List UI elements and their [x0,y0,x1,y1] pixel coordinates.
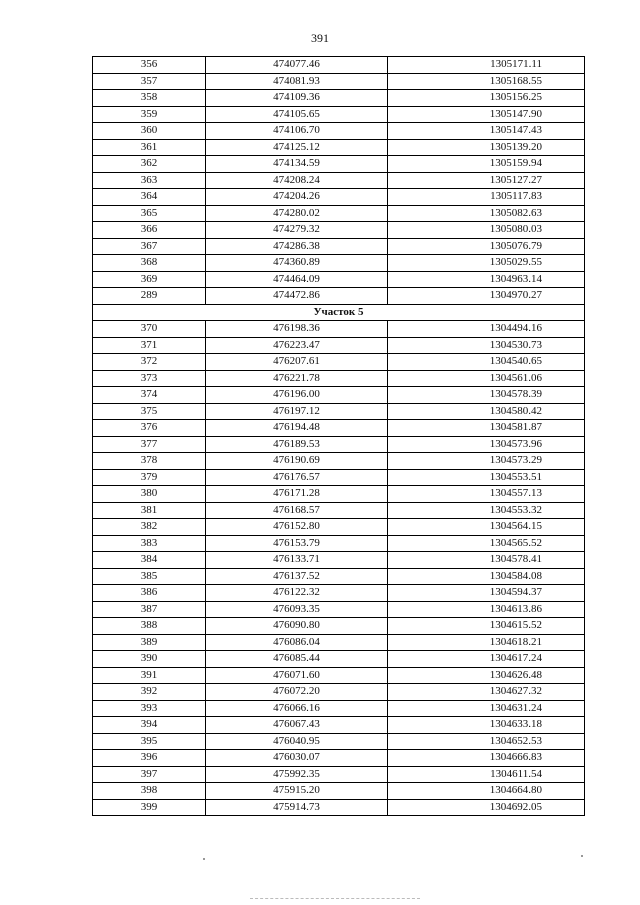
y-coordinate-cell: 1304618.21 [388,634,585,651]
x-coordinate-cell: 475914.73 [206,799,388,816]
point-number-cell: 399 [93,799,206,816]
point-number-cell: 358 [93,90,206,107]
x-coordinate-cell: 476090.80 [206,618,388,635]
section-title: Участок 5 [93,304,585,321]
table-row [93,288,585,305]
x-coordinate-cell: 476189.53 [206,436,388,453]
y-coordinate-cell: 1304631.24 [388,700,585,717]
y-coordinate-cell: 1304617.24 [388,651,585,668]
point-number-cell: 384 [93,552,206,569]
table-row [93,436,585,453]
y-coordinate-cell: 1304594.37 [388,585,585,602]
table-row [93,156,585,173]
x-coordinate-cell: 476171.28 [206,486,388,503]
y-coordinate-cell: 1305139.20 [388,139,585,156]
x-coordinate-cell: 476030.07 [206,750,388,767]
x-coordinate-cell: 476066.16 [206,700,388,717]
table-row [93,568,585,585]
table-row [93,519,585,536]
table-row [93,552,585,569]
y-coordinate-cell: 1305117.83 [388,189,585,206]
point-number-cell: 360 [93,123,206,140]
point-number-cell: 397 [93,766,206,783]
x-coordinate-cell: 474286.38 [206,238,388,255]
x-coordinate-cell: 474106.70 [206,123,388,140]
point-number-cell: 391 [93,667,206,684]
point-number-cell: 394 [93,717,206,734]
point-number-cell: 385 [93,568,206,585]
y-coordinate-cell: 1304666.83 [388,750,585,767]
y-coordinate-cell: 1304970.27 [388,288,585,305]
coordinates-table [92,56,585,816]
y-coordinate-cell: 1304615.52 [388,618,585,635]
y-coordinate-cell: 1304581.87 [388,420,585,437]
point-number-cell: 373 [93,370,206,387]
x-coordinate-cell: 476085.44 [206,651,388,668]
y-coordinate-cell: 1304553.51 [388,469,585,486]
y-coordinate-cell: 1304652.53 [388,733,585,750]
x-coordinate-cell: 476194.48 [206,420,388,437]
x-coordinate-cell: 476176.57 [206,469,388,486]
x-coordinate-cell: 474109.36 [206,90,388,107]
x-coordinate-cell: 476168.57 [206,502,388,519]
x-coordinate-cell: 476122.32 [206,585,388,602]
point-number-cell: 376 [93,420,206,437]
y-coordinate-cell: 1304578.39 [388,387,585,404]
x-coordinate-cell: 474279.32 [206,222,388,239]
point-number-cell: 375 [93,403,206,420]
point-number-cell: 364 [93,189,206,206]
table-row [93,651,585,668]
point-number-cell: 398 [93,783,206,800]
table-row [93,255,585,272]
point-number-cell: 372 [93,354,206,371]
point-number-cell: 363 [93,172,206,189]
point-number-cell: 395 [93,733,206,750]
y-coordinate-cell: 1305147.43 [388,123,585,140]
table-row [93,684,585,701]
table-row [93,453,585,470]
y-coordinate-cell: 1304627.32 [388,684,585,701]
x-coordinate-cell: 476152.80 [206,519,388,536]
table-row [93,502,585,519]
table-row [93,700,585,717]
point-number-cell: 392 [93,684,206,701]
table-row [93,205,585,222]
point-number-cell: 374 [93,387,206,404]
x-coordinate-cell: 476198.36 [206,321,388,338]
x-coordinate-cell: 476221.78 [206,370,388,387]
x-coordinate-cell: 476072.20 [206,684,388,701]
x-coordinate-cell: 474134.59 [206,156,388,173]
table-row [93,486,585,503]
point-number-cell: 367 [93,238,206,255]
section-header-row [93,304,585,321]
y-coordinate-cell: 1304580.42 [388,403,585,420]
point-number-cell: 389 [93,634,206,651]
point-number-cell: 369 [93,271,206,288]
x-coordinate-cell: 474125.12 [206,139,388,156]
table-row [93,799,585,816]
x-coordinate-cell: 474081.93 [206,73,388,90]
scan-edge-line [250,898,420,899]
x-coordinate-cell: 474472.86 [206,288,388,305]
table-row [93,535,585,552]
table-row [93,370,585,387]
table-row [93,354,585,371]
table-row [93,403,585,420]
point-number-cell: 371 [93,337,206,354]
x-coordinate-cell: 475915.20 [206,783,388,800]
x-coordinate-cell: 476093.35 [206,601,388,618]
table-row [93,750,585,767]
y-coordinate-cell: 1304963.14 [388,271,585,288]
point-number-cell: 370 [93,321,206,338]
point-number-cell: 387 [93,601,206,618]
y-coordinate-cell: 1304561.06 [388,370,585,387]
table-row [93,90,585,107]
y-coordinate-cell: 1304584.08 [388,568,585,585]
y-coordinate-cell: 1305156.25 [388,90,585,107]
table-row [93,717,585,734]
y-coordinate-cell: 1304573.96 [388,436,585,453]
y-coordinate-cell: 1304573.29 [388,453,585,470]
table-row [93,189,585,206]
y-coordinate-cell: 1305168.55 [388,73,585,90]
table-row [93,172,585,189]
table-row [93,57,585,74]
table-row [93,667,585,684]
point-number-cell: 378 [93,453,206,470]
point-number-cell: 379 [93,469,206,486]
x-coordinate-cell: 476197.12 [206,403,388,420]
x-coordinate-cell: 474208.24 [206,172,388,189]
point-number-cell: 357 [93,73,206,90]
x-coordinate-cell: 475992.35 [206,766,388,783]
x-coordinate-cell: 474105.65 [206,106,388,123]
y-coordinate-cell: 1305082.63 [388,205,585,222]
table-row [93,420,585,437]
point-number-cell: 386 [93,585,206,602]
point-number-cell: 390 [93,651,206,668]
table-row [93,601,585,618]
y-coordinate-cell: 1304692.05 [388,799,585,816]
y-coordinate-cell: 1304578.41 [388,552,585,569]
table-row [93,766,585,783]
y-coordinate-cell: 1304540.65 [388,354,585,371]
point-number-cell: 289 [93,288,206,305]
y-coordinate-cell: 1304557.13 [388,486,585,503]
table-row [93,387,585,404]
y-coordinate-cell: 1305127.27 [388,172,585,189]
y-coordinate-cell: 1304664.80 [388,783,585,800]
x-coordinate-cell: 476207.61 [206,354,388,371]
table-row [93,123,585,140]
x-coordinate-cell: 474280.02 [206,205,388,222]
table-row [93,585,585,602]
point-number-cell: 381 [93,502,206,519]
y-coordinate-cell: 1305171.11 [388,57,585,74]
x-coordinate-cell: 476133.71 [206,552,388,569]
table-row [93,73,585,90]
table-row [93,222,585,239]
table-row [93,469,585,486]
y-coordinate-cell: 1305029.55 [388,255,585,272]
y-coordinate-cell: 1305076.79 [388,238,585,255]
y-coordinate-cell: 1304530.73 [388,337,585,354]
x-coordinate-cell: 476071.60 [206,667,388,684]
table-row [93,139,585,156]
point-number-cell: 365 [93,205,206,222]
point-number-cell: 359 [93,106,206,123]
table-row [93,618,585,635]
y-coordinate-cell: 1304613.86 [388,601,585,618]
point-number-cell: 366 [93,222,206,239]
x-coordinate-cell: 476223.47 [206,337,388,354]
x-coordinate-cell: 476067.43 [206,717,388,734]
x-coordinate-cell: 476196.00 [206,387,388,404]
table-row [93,634,585,651]
x-coordinate-cell: 476190.69 [206,453,388,470]
x-coordinate-cell: 476086.04 [206,634,388,651]
x-coordinate-cell: 474360.89 [206,255,388,272]
table-row [93,783,585,800]
table-row [93,106,585,123]
table-row [93,321,585,338]
table-row [93,337,585,354]
point-number-cell: 393 [93,700,206,717]
point-number-cell: 396 [93,750,206,767]
y-coordinate-cell: 1304564.15 [388,519,585,536]
table-row [93,733,585,750]
y-coordinate-cell: 1305080.03 [388,222,585,239]
point-number-cell: 388 [93,618,206,635]
y-coordinate-cell: 1304553.32 [388,502,585,519]
y-coordinate-cell: 1305147.90 [388,106,585,123]
y-coordinate-cell: 1304565.52 [388,535,585,552]
table-row [93,271,585,288]
y-coordinate-cell: 1304494.16 [388,321,585,338]
point-number-cell: 368 [93,255,206,272]
point-number-cell: 362 [93,156,206,173]
point-number-cell: 356 [93,57,206,74]
scan-speck [203,858,205,860]
table-row [93,238,585,255]
x-coordinate-cell: 476153.79 [206,535,388,552]
coordinates-table-body [93,57,585,816]
y-coordinate-cell: 1304626.48 [388,667,585,684]
x-coordinate-cell: 476137.52 [206,568,388,585]
point-number-cell: 380 [93,486,206,503]
x-coordinate-cell: 474464.09 [206,271,388,288]
x-coordinate-cell: 474204.26 [206,189,388,206]
y-coordinate-cell: 1304633.18 [388,717,585,734]
scan-speck [581,855,583,857]
point-number-cell: 382 [93,519,206,536]
point-number-cell: 383 [93,535,206,552]
y-coordinate-cell: 1305159.94 [388,156,585,173]
y-coordinate-cell: 1304611.54 [388,766,585,783]
page-number: 391 [311,31,329,45]
x-coordinate-cell: 474077.46 [206,57,388,74]
x-coordinate-cell: 476040.95 [206,733,388,750]
point-number-cell: 361 [93,139,206,156]
point-number-cell: 377 [93,436,206,453]
